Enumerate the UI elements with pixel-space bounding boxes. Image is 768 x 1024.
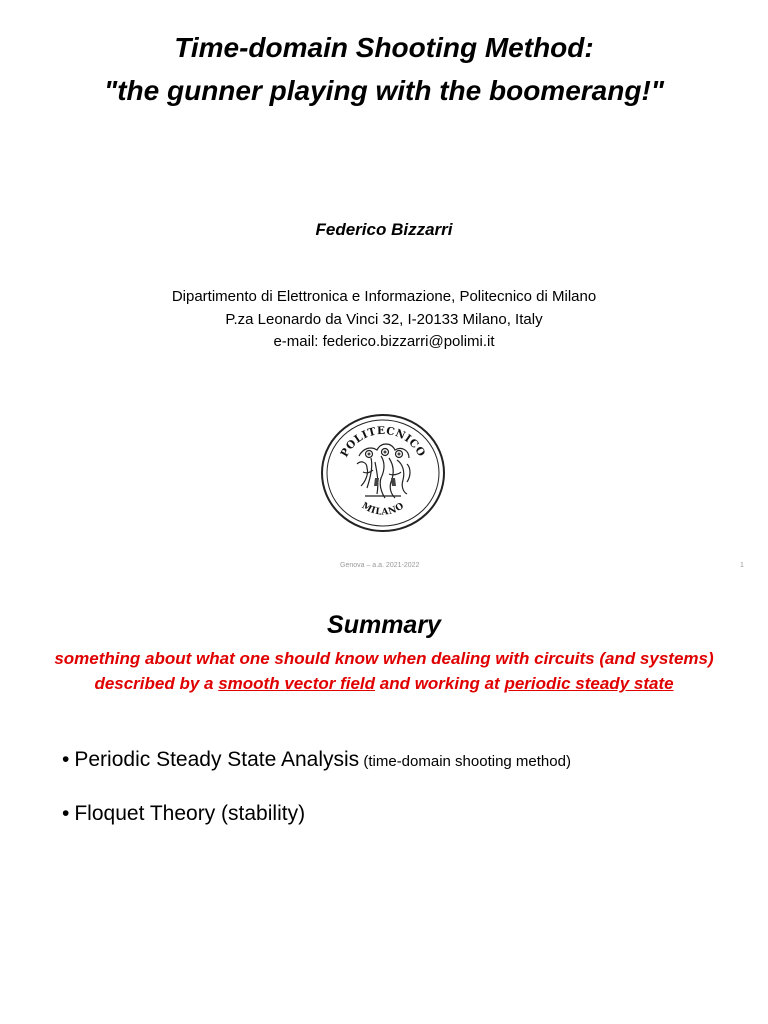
affiliation-email: e-mail: federico.bizzarri@polimi.it [273,333,495,350]
affiliation-department: Dipartimento di Elettronica e Informazione, Politecnico di Milano [171,288,597,305]
author-name: Federico Bizzarri [315,220,453,239]
slide-title-line-2: "the gunner playing with the boomerang!" [103,75,665,106]
politecnico-seal-icon [319,412,447,534]
seal-emblem-figures [357,444,410,498]
bullet-dot: • [62,748,70,771]
bullet-text: Floquet Theory (stability) [74,802,306,825]
slide-title-line-1: Time-domain Shooting Method: [174,32,594,63]
bullet-text: Periodic Steady State Analysis [74,748,360,771]
svg-text:POLITECNICO [338,425,427,459]
seal-top-text: POLITECNICO [338,424,428,460]
bullet-note: (time-domain shooting method) [359,753,571,770]
seal-bottom-text: MILANO [359,501,407,518]
slide-footer: Genova – a.a. 2021-2022 [340,562,420,569]
affiliation-address: P.za Leonardo da Vinci 32, I-20133 Milano, Italy [225,311,543,328]
summary-subtitle-line-1: something about what one should know when dealing with circuits (and systems) [54,649,714,668]
slide-page-number: 1 [740,562,744,569]
bullet-item [62,802,305,826]
subtitle-text-middle: and working at [375,674,505,693]
bullet-item [62,748,571,772]
periodic-steady-state-phrase: periodic steady state [504,674,674,693]
smooth-vector-field-phrase: smooth vector field [218,674,376,693]
summary-title: Summary [327,611,441,639]
subtitle-text-before: described by a [94,674,219,693]
bullet-dot: • [62,802,70,825]
summary-slide [0,580,768,1024]
summary-subtitle-line-2 [0,674,768,694]
svg-text:MILANO [360,501,407,518]
